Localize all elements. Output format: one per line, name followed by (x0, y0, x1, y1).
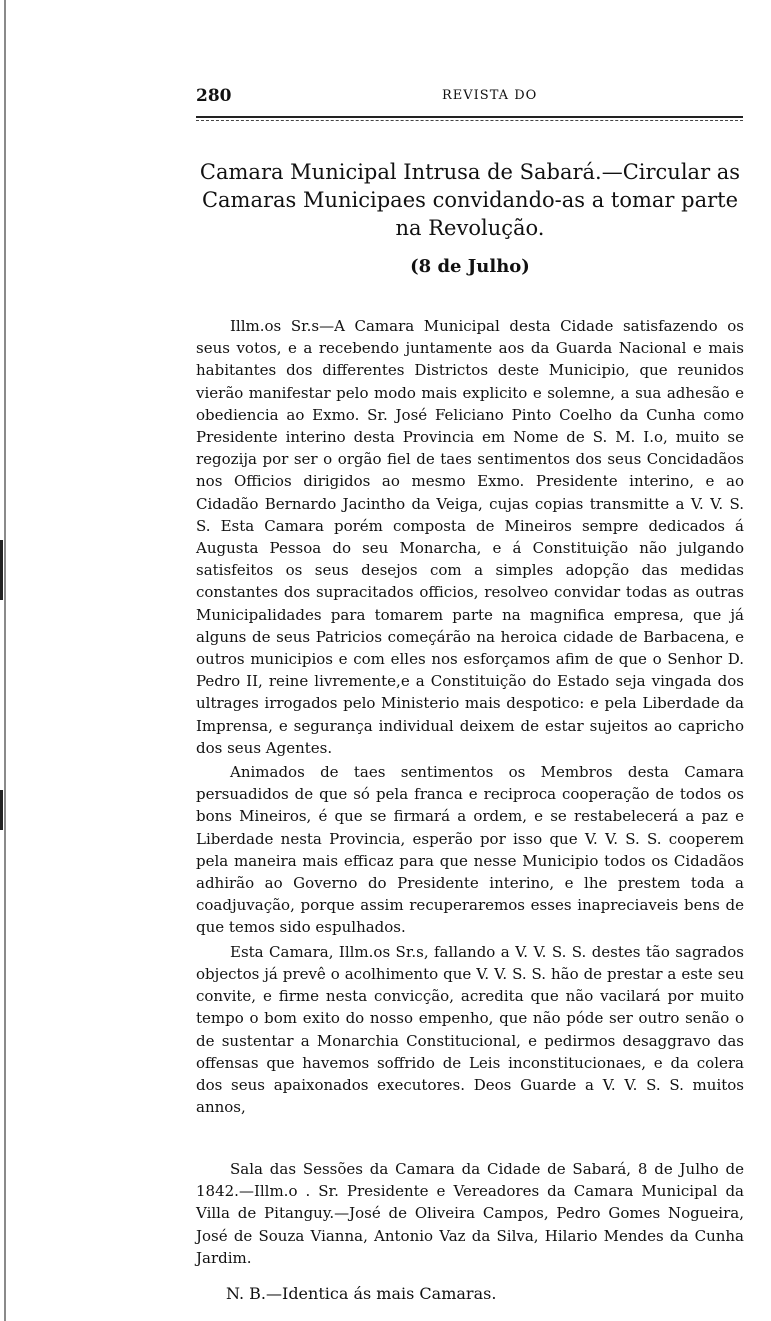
page-edge-mark (0, 540, 3, 600)
document-title: Camara Municipal Intrusa de Sabará.—Circular as Camaras Municipaes convidando-as a tomar parte na Revolução. (199, 160, 741, 240)
signature-block: Sala das Sessões da Camara da Cidade de Sabará, 8 de Julho de 1842.—Illm.o . Sr. Presidente e Vereadores da Camara Municipal da Villa de Pitanguy.—José de Oliveira Campos, Pedro Gomes Nogueira, José de Souza Vianna, Antonio Vaz da Silva, Hilario Mendes da Cunha Jardim. (196, 1160, 744, 1267)
page-edge-mark (0, 790, 3, 830)
body-paragraph: Esta Camara, Illm.os Sr.s, fallando a V. V. S. S. destes tão sagrados objectos já prevê o acolhimento que V. V. S. S. hão de prestar a este seu convite, e firme nesta convicção, acredita que não vacilará por muito tempo o bom exito do nosso empenho, que não póde ser outro senão o de sustentar a Monarchia Constitucional, e pedirmos desaggravo das offensas que havemos soffrido de Leis inconstitucionaes, e da colera dos seus apaixonados executores. Deos Guarde a V. V. S. S. muitos annos, (196, 942, 744, 1117)
nota-bene: N. B.—Identica ás mais Camaras. (226, 1284, 497, 1303)
header-rule-dashed (196, 120, 743, 121)
running-title: REVISTA DO (442, 88, 538, 103)
document-body (196, 315, 744, 1118)
document-date: (8 de Julho) (410, 256, 530, 277)
page-edge-line (4, 0, 6, 1321)
header-rule (196, 116, 743, 118)
page-number: 280 (196, 86, 232, 106)
page-header (196, 86, 741, 112)
body-paragraph: Illm.os Sr.s—A Camara Municipal desta Cidade satisfazendo os seus votos, e a recebendo juntamente aos da Guarda Nacional e mais habitantes dos differentes Districtos deste Municipio, que reunidos vierão manifestar pelo modo mais explicito e solemne, a sua adhesão e obediencia ao Exmo. Sr. José Feliciano Pinto Coelho da Cunha como Presidente interino desta Provincia em Nome de S. M. I.o, muito se regozija por ser o orgão fiel de taes sentimentos dos seus Concidadãos nos Officios dirigidos ao mesmo Exmo. Presidente interino, e ao Cidadão Bernardo Jacintho da Veiga, cujas copias transmitte a V. V. S. S. Esta Camara porém composta de Mineiros sempre dedicados á Augusta Pessoa do seu Monarcha, e á Constituição não julgando satisfeitos os seus desejos com a simples adopção das medidas constantes dos supracitados officios, resolveo convidar todas as outras Municipalidades para tomarem parte na magnifica empresa, que já alguns de seus Patricios começárão na heroica cidade de Barbacena, e outros municipios e com elles nos esforçamos afim de que o Senhor D. Pedro II, reine livremente,e a Constituição do Estado seja vingada dos ultrages irrogados pelo Ministerio mais despotico: e pela Liberdade da Imprensa, e segurança individual deixem de estar sujeitos ao capricho dos seus Agentes. (196, 317, 744, 757)
body-paragraph: Animados de taes sentimentos os Membros desta Camara persuadidos de que só pela franca e reciproca cooperação de todos os bons Mineiros, é que se firmará a ordem, e se restabelecerá a paz e Liberdade nesta Provincia, esperão por isso que V. V. S. S. cooperem pela maneira mais efficaz para que nesse Municipio todos os Cidadãos adhirão ao Governo do Presidente interino, e lhe prestem toda a coadjuvação, porque assim recuperaremos esses inapreciaveis bens de que temos sido espulhados. (196, 763, 744, 937)
